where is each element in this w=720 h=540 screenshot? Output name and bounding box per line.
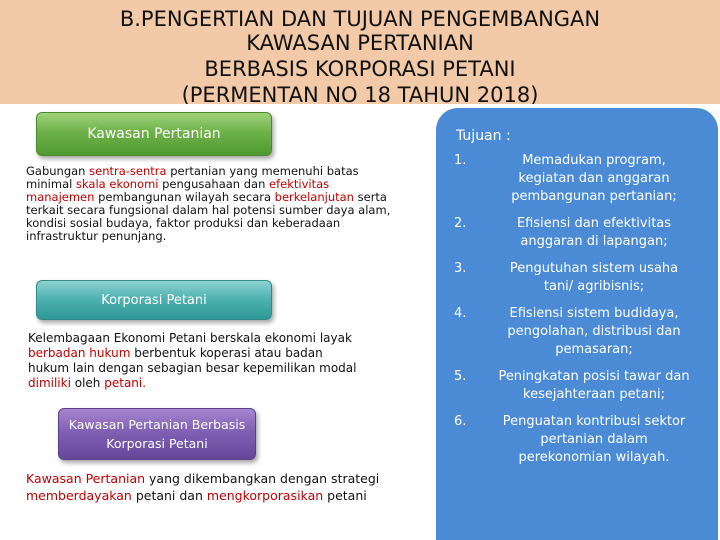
tujuan-item-line: pembangunan pertanian; [511, 189, 677, 204]
highlighted-term: petani. [104, 376, 147, 390]
tujuan-item-number: 2. [454, 216, 467, 231]
tujuan-item-number: 1. [454, 153, 467, 168]
tujuan-item-line: pengolahan, distribusi dan [507, 324, 681, 339]
tujuan-item-number: 3. [454, 261, 467, 276]
text-segment: Gabungan [26, 164, 90, 178]
kawasan-pertanian-label: Kawasan Pertanian [36, 112, 272, 156]
kawasan-korporasi-definition [26, 470, 379, 504]
text-segment: terkait secara fungsional dalam hal potensi sumber daya alam, [26, 203, 391, 217]
text-segment: kondisi sosial budaya, faktor produksi dan keberadaan [26, 216, 341, 230]
page-title-line-2: KAWASAN PERTANIAN [246, 31, 474, 55]
page-title-line-1: B.PENGERTIAN DAN TUJUAN PENGEMBANGAN [119, 7, 601, 31]
tujuan-item-line: pertanian dalam [540, 432, 648, 447]
text-segment: infrastruktur penunjang. [26, 229, 167, 243]
text-line [26, 230, 390, 243]
tujuan-item-line: kegiatan dan anggaran [518, 171, 670, 186]
text-segment: petani dan [131, 488, 207, 503]
highlighted-term: memberdayakan [26, 488, 132, 503]
page-title-line-3: BERBASIS KORPORASI PETANI [204, 57, 516, 81]
tujuan-item-text [474, 305, 714, 359]
text-segment: oleh [70, 376, 105, 390]
tujuan-item-line: kesejahteraan petani; [523, 387, 665, 402]
tujuan-item-line: Peningkatan posisi tawar dan [498, 369, 690, 384]
kawasan-korporasi-label-line-2: Korporasi Petani [106, 436, 208, 451]
text-line [26, 470, 379, 487]
tujuan-heading: Tujuan : [456, 128, 511, 144]
tujuan-item-line: perekonomian wilayah. [518, 450, 670, 465]
tujuan-item-text [474, 368, 714, 404]
text-line [28, 346, 356, 361]
tujuan-item-line: anggaran di lapangan; [520, 234, 668, 249]
tujuan-item-number: 6. [454, 414, 467, 429]
highlighted-term: berbadan hukum [28, 346, 131, 360]
text-segment: pembangunan wilayah secara [94, 190, 275, 204]
text-line [28, 376, 356, 391]
page-title-line-4: (PERMENTAN NO 18 TAHUN 2018) [181, 83, 539, 104]
kawasan-korporasi-label [58, 408, 256, 460]
text-segment: yang dikembangkan dengan strategi [145, 471, 380, 486]
highlighted-term: berkelanjutan [274, 190, 354, 204]
tujuan-item-line: Efisiensi sistem budidaya, [509, 306, 679, 321]
text-segment: berbentuk koperasi atau badan [130, 346, 323, 360]
tujuan-item-line: Efisiensi dan efektivitas [516, 216, 672, 231]
highlighted-term: efektivitas [269, 177, 330, 191]
tujuan-item-line: Memadukan program, [522, 153, 666, 168]
highlighted-term: Kawasan Pertanian [26, 471, 146, 486]
text-line [28, 331, 356, 346]
tujuan-item-line: Pengutuhan sistem usaha [509, 261, 679, 276]
text-segment: pengusahaan dan [158, 177, 270, 191]
text-segment: pertanian yang memenuhi batas [166, 164, 359, 178]
text-segment: petani [323, 488, 367, 503]
tujuan-item-number: 4. [454, 306, 467, 321]
highlighted-term: skala ekonomi [75, 177, 159, 191]
kawasan-pertanian-definition [26, 165, 390, 243]
text-line [26, 487, 379, 504]
highlighted-term: mengkorporasikan [206, 488, 324, 503]
tujuan-item-text [474, 260, 714, 296]
tujuan-item-text [474, 413, 714, 467]
tujuan-item-text [474, 215, 714, 251]
text-segment: minimal [26, 177, 76, 191]
text-segment: hukum lain dengan sebagian besar kepemilikan modal [28, 361, 357, 375]
tujuan-item-text [474, 152, 714, 206]
header-banner [0, 0, 720, 104]
korporasi-petani-label: Korporasi Petani [36, 280, 272, 320]
tujuan-item-line: tani/ agribisnis; [543, 279, 645, 294]
highlighted-term: sentra-sentra [89, 164, 167, 178]
text-segment: serta [353, 190, 387, 204]
tujuan-item-line: pemasaran; [555, 342, 633, 357]
text-line [28, 361, 356, 376]
tujuan-item-number: 5. [454, 369, 467, 384]
kawasan-korporasi-label-line-1: Kawasan Pertanian Berbasis [68, 417, 246, 432]
text-segment: Kelembagaan Ekonomi Petani berskala ekonomi layak [28, 331, 352, 345]
korporasi-petani-definition [28, 331, 356, 391]
tujuan-item-line: Penguatan kontribusi sektor [502, 414, 686, 429]
highlighted-term: dimiliki [28, 376, 71, 390]
highlighted-term: manajemen [26, 190, 95, 204]
